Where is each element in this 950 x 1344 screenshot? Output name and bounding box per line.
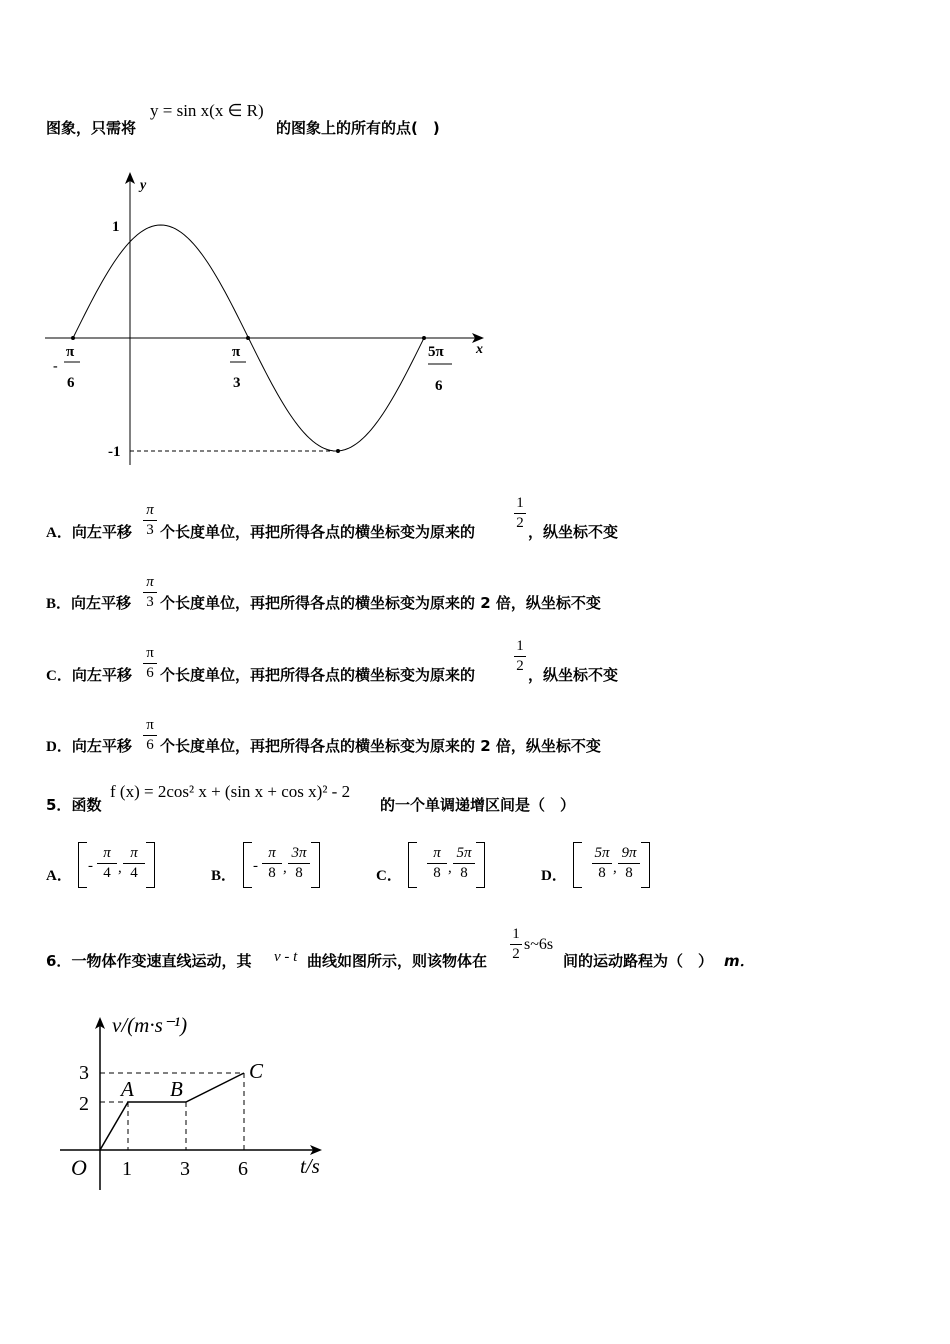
q5-option-a-b-num: π [130, 845, 138, 861]
q5-option-b-left-bracket [243, 842, 252, 888]
q6-point-a: A [121, 1077, 134, 1101]
q4-option-d-shift-bar [143, 735, 157, 736]
q4-option-a-label: A． [46, 525, 72, 541]
q5-pre: 函数 [71, 796, 102, 814]
q4-option-a-shift-bar [143, 520, 157, 521]
q5-option-d-a-bar [592, 863, 612, 864]
q5-option-a-b [123, 845, 145, 882]
q6-interval-rest: s~6s [524, 936, 554, 953]
q4-option-b-shift-bar [143, 592, 157, 593]
q4-stem-prefix: 图象，只需将 [46, 119, 137, 137]
q5-option-b-b-den: 8 [295, 865, 303, 881]
q6-stem [46, 950, 251, 971]
q5-option-b-a [262, 845, 282, 882]
q4-sine-graph [40, 165, 500, 470]
q4-option-b[interactable] [46, 592, 131, 613]
q5-option-c-left-bracket [408, 842, 417, 888]
q6-x-tick-1: 1 [122, 1158, 132, 1180]
q4-option-b-shift-num: π [146, 574, 154, 590]
q5-option-b-right-bracket [311, 842, 320, 888]
q4-option-a-factor-num: 1 [516, 495, 524, 511]
q5-option-b-b-num: 3π [291, 845, 307, 861]
q6-y-tick-3: 3 [79, 1062, 89, 1084]
q4-option-c-mid: 个长度单位，再把所得各点的横坐标变为原来的 [160, 666, 476, 684]
q4-x-tick-left-den: 6 [67, 375, 75, 391]
q4-option-c-label: C． [46, 668, 72, 684]
q5-option-c-b-num: 5π [456, 845, 472, 861]
q6-unit: m． [724, 952, 755, 970]
q4-option-d[interactable] [46, 735, 132, 756]
q4-option-a-factor [514, 495, 526, 532]
q5-option-c-a-den: 8 [433, 865, 441, 881]
q5-option-c-right-bracket [476, 842, 485, 888]
q4-x-tick-mid-num: π [232, 344, 241, 360]
q6-interval-bar [510, 944, 522, 945]
q6-x-tick-6: 6 [238, 1158, 248, 1180]
q5-option-b-a-sign: - [253, 858, 258, 874]
q4-option-d-label: D． [46, 739, 72, 755]
q5-option-d-right-bracket [641, 842, 650, 888]
q5-option-a-left-bracket [78, 842, 87, 888]
q4-option-c-shift [143, 645, 157, 682]
q6-origin: O [71, 1155, 87, 1180]
q5-option-a-right-bracket [146, 842, 155, 888]
q5-option-c-label: C． [376, 868, 402, 884]
q5-option-b-label: B． [211, 868, 237, 884]
q5-option-a-a [97, 845, 117, 882]
q5-option-b-comma: , [283, 860, 287, 876]
q5-option-c-a [427, 845, 447, 882]
q4-option-c-factor-bar [514, 656, 526, 657]
q4-option-b-mid: 个长度单位，再把所得各点的横坐标变为原来的 2 倍，纵坐标不变 [160, 594, 601, 612]
q5-option-d-b-den: 8 [625, 865, 633, 881]
q4-option-d-shift-den: 6 [146, 737, 154, 753]
q4-option-a-post: ，纵坐标不变 [528, 523, 619, 541]
q5-option-a-b-den: 4 [130, 865, 138, 881]
q4-option-a-pre: 向左平移 [71, 523, 132, 541]
q4-option-a-factor-den: 2 [516, 515, 524, 531]
q6-post: 间的运动路程为（ ） [563, 952, 714, 970]
q5-option-d-a [592, 845, 612, 882]
q4-option-c[interactable] [46, 664, 132, 685]
q5-option-c-b [453, 845, 475, 882]
q4-stem [46, 117, 136, 138]
q4-option-d-shift [143, 717, 157, 754]
q5-option-d-a-den: 8 [598, 865, 606, 881]
q6-pre: 一物体作变速直线运动，其 [71, 952, 252, 970]
q4-x-label: x [476, 342, 483, 357]
q4-option-a-factor-bar [514, 513, 526, 514]
q5-option-d-label: D． [541, 868, 567, 884]
q4-option-a-mid: 个长度单位，再把所得各点的横坐标变为原来的 [160, 523, 476, 541]
q5-option-a-label: A． [46, 868, 72, 884]
q6-interval-num: 1 [512, 926, 520, 942]
q5-option-c-a-num: π [433, 845, 441, 861]
q5-option-a-a-den: 4 [103, 865, 111, 881]
q6-point-b: B [170, 1077, 183, 1101]
q5-formula: f (x) = 2cos² x + (sin x + cos x)² - 2 [110, 782, 351, 801]
q5-option-a-comma: , [118, 860, 122, 876]
q5-option-d-left-bracket [573, 842, 582, 888]
q6-x-tick-3: 3 [180, 1158, 190, 1180]
q4-y-tick-1: 1 [112, 219, 120, 235]
q5-option-d-b-num: 9π [621, 845, 637, 861]
q4-stem-suffix: 的图象上的所有的点( ) [276, 119, 440, 137]
q5-option-c-comma: , [448, 860, 452, 876]
q5-option-b-a-bar [262, 863, 282, 864]
q4-point-min [336, 449, 340, 453]
q4-option-c-factor [514, 638, 526, 675]
q5-option-b-a-num: π [268, 845, 276, 861]
q4-y-label: y [140, 178, 147, 193]
q6-number: 6． [46, 952, 72, 970]
q4-option-b-pre: 向左平移 [71, 594, 132, 612]
q6-interval-frac [510, 926, 522, 963]
q5-number: 5． [46, 796, 72, 814]
q5-option-b-b-bar [288, 863, 310, 864]
q4-option-d-mid: 个长度单位，再把所得各点的横坐标变为原来的 2 倍，纵坐标不变 [160, 737, 601, 755]
q6-interval-den: 2 [512, 946, 520, 962]
q4-option-c-post: ，纵坐标不变 [528, 666, 619, 684]
q5-option-a-a-num: π [103, 845, 111, 861]
q5-option-a-b-bar [123, 863, 145, 864]
q4-option-a[interactable] [46, 521, 132, 542]
q6-point-c: C [249, 1059, 264, 1083]
q4-option-c-shift-bar [143, 663, 157, 664]
q4-option-c-shift-num: π [146, 645, 154, 661]
q6-vt: v - t [274, 949, 298, 965]
q4-option-c-pre: 向左平移 [71, 666, 132, 684]
q4-x-tick-mid-den: 3 [233, 375, 241, 391]
q4-x-tick-right-den: 6 [435, 378, 443, 394]
q4-option-a-shift-den: 3 [146, 522, 154, 538]
q4-option-c-shift-den: 6 [146, 665, 154, 681]
q5-option-b[interactable] [211, 864, 236, 885]
q5-option-c[interactable] [376, 864, 402, 885]
q5-option-a-a-sign: - [88, 858, 93, 874]
q4-option-a-shift-num: π [146, 502, 154, 518]
q5-post: 的一个单调递增区间是（ ） [380, 796, 576, 814]
q5-option-a[interactable] [46, 864, 72, 885]
q5-option-d-a-num: 5π [594, 845, 610, 861]
q5-option-c-a-bar [427, 863, 447, 864]
q4-option-b-label: B． [46, 596, 72, 612]
q4-option-c-factor-num: 1 [516, 638, 524, 654]
q5-option-d-comma: , [613, 860, 617, 876]
q4-point-left [71, 336, 75, 340]
q5-option-b-a-den: 8 [268, 865, 276, 881]
q4-x-tick-left-sign: - [53, 359, 58, 374]
q4-option-d-pre: 向左平移 [71, 737, 132, 755]
q5-option-c-b-bar [453, 863, 475, 864]
q4-option-b-shift-den: 3 [146, 594, 154, 610]
q4-point-right [422, 336, 426, 340]
q6-y-label: v/(m·s⁻¹) [112, 1013, 188, 1037]
q5-option-d-b-bar [618, 863, 640, 864]
q4-option-b-shift [143, 574, 157, 611]
q4-y-tick-neg1: -1 [108, 444, 121, 460]
q5-stem [46, 794, 101, 815]
q4-point-mid [246, 336, 250, 340]
q4-option-d-shift-num: π [146, 717, 154, 733]
q6-x-label: t/s [300, 1154, 320, 1178]
q5-option-c-b-den: 8 [460, 865, 468, 881]
q4-x-tick-left-num: π [66, 344, 75, 360]
q5-option-d-b [618, 845, 640, 882]
q4-x-tick-right-num: 5π [428, 344, 444, 360]
q6-mid: 曲线如图所示，则该物体在 [307, 952, 488, 970]
q5-option-d[interactable] [541, 864, 567, 885]
q5-option-a-a-bar [97, 863, 117, 864]
q5-option-b-b [288, 845, 310, 882]
q4-option-a-shift [143, 502, 157, 539]
q6-y-tick-2: 2 [79, 1093, 89, 1115]
q4-stem-formula: y = sin x(x ∈ R) [150, 101, 264, 120]
q4-option-c-factor-den: 2 [516, 658, 524, 674]
q6-vt-graph [55, 1005, 345, 1200]
